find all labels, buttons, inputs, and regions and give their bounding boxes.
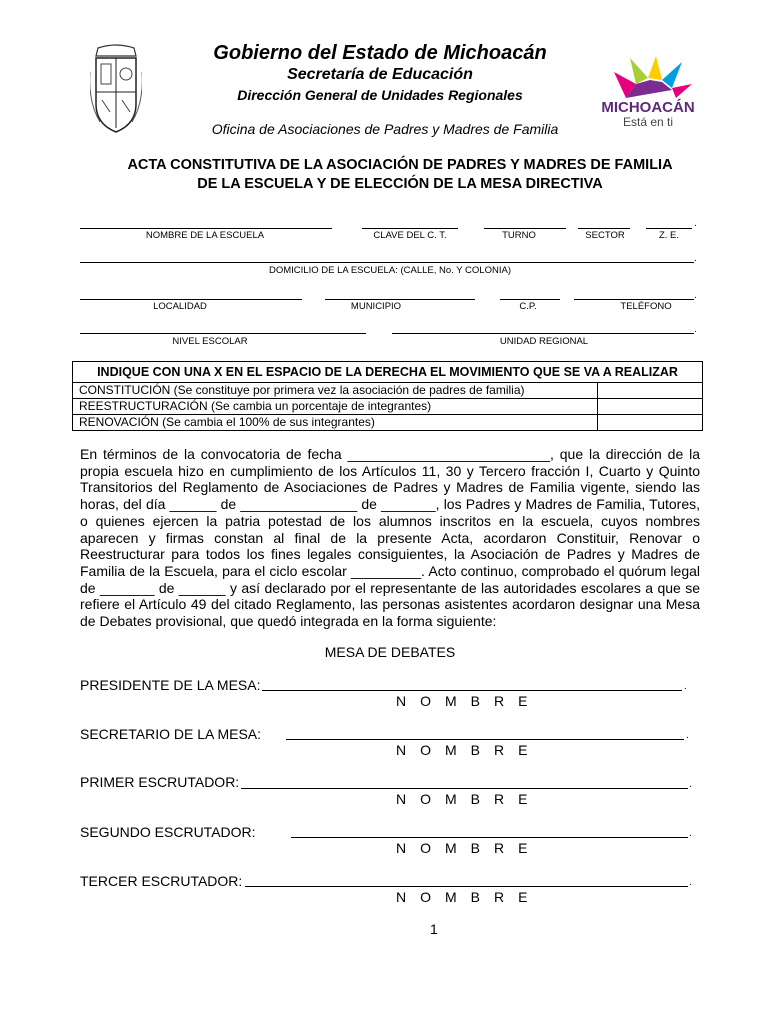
label-municipio: MUNICIPIO [350,301,402,312]
movement-option-reestructuracion: REESTRUCTURACIÓN (Se cambia un porcentaje de integrantes) [73,399,598,415]
acta-paragraph: En términos de la convocatoria de fecha __________________________, que la dirección de la propia escuela hizo en cumplimiento de los Artículos 11, 30 y Tercero fracción I, Cuarto y Quinto Transitorios del Reglamento de Asociaciones de Padres y Madres de Familia vigente, siendo las horas, del día ______ de _______________ de _______, los Padres y Madres de Familia, Tutores, o quienes ejercen la patria potestad de los alumnos inscritos en la escuela, cuyos nombres aparecen y firmas constan al final de la presente Acta, acordaron Constituir, Renovar o Reestructurar para todos los fines legales consiguientes, la Asociación de Padres y Madres de Familia de la Escuela, para el ciclo escolar _________. Acto continuo, comprobado el quórum legal de _______ de ______ y así declarado por el representante de las autoridades escolares a que se refiere el Artículo 49 del citado Reglamento, las personas asistentes acordaron designar una Mesa de Debates provisional, que quedó integrada en la forma siguiente: [80,446,700,630]
michoacan-logo-mark [606,54,694,100]
segundo-escrutador-name-line[interactable] [291,837,688,838]
role-secretario: SECRETARIO DE LA MESA: [80,726,262,742]
tercer-escrutador-name-line[interactable] [245,886,688,887]
localidad-line[interactable] [80,299,302,300]
role-primer-escrutador: PRIMER ESCRUTADOR: [80,774,240,790]
checkbox-renovacion[interactable] [598,415,703,431]
label-turno: TURNO [502,230,536,241]
oficina-title: Oficina de Asociaciones de Padres y Madres de Familia [211,121,559,137]
role-tercer-escrutador: TERCER ESCRUTADOR: [80,873,243,889]
table-row [73,415,703,431]
primer-escrutador-name-line[interactable] [241,788,688,789]
ze-line[interactable] [646,228,692,229]
label-localidad: LOCALIDAD [153,301,207,312]
presidente-name-line[interactable] [262,690,682,691]
role-segundo-escrutador: SEGUNDO ESCRUTADOR: [80,824,256,840]
nombre-label: NOMBRE [396,840,542,856]
checkbox-reestructuracion[interactable] [598,399,703,415]
coat-of-arms-seal [90,42,142,136]
label-unidad: UNIDAD REGIONAL [499,336,589,347]
secretario-name-line[interactable] [286,739,684,740]
label-clave: CLAVE DEL C. T. [373,230,447,241]
direccion-title: Dirección General de Unidades Regionales [237,87,523,103]
label-telefono: TELÉFONO [620,301,672,312]
label-nivel: NIVEL ESCOLAR [172,336,248,347]
turno-line[interactable] [484,228,566,229]
label-nombre-escuela: NOMBRE DE LA ESCUELA [145,230,265,241]
nombre-label: NOMBRE [396,889,542,905]
clave-line[interactable] [362,228,458,229]
document-title [80,156,720,194]
domicilio-line[interactable] [80,262,694,263]
title-line-2: DE LA ESCUELA Y DE ELECCIÓN DE LA MESA DIRECTIVA [197,176,603,192]
logo-tagline: Está en ti [622,115,674,129]
sector-line[interactable] [578,228,630,229]
label-ze: Z. E. [658,230,680,241]
movement-option-constitucion: CONSTITUCIÓN (Se constituye por primera vez la asociación de padres de familia) [73,383,598,399]
nivel-line[interactable] [80,333,366,334]
municipio-line[interactable] [325,299,475,300]
checkbox-constitucion[interactable] [598,383,703,399]
table-row [73,399,703,415]
movement-option-renovacion: RENOVACIÓN (Se cambia el 100% de sus integrantes) [73,415,598,431]
cp-line[interactable] [500,299,560,300]
title-line-1: ACTA CONSTITUTIVA DE LA ASOCIACIÓN DE PADRES Y MADRES DE FAMILIA [127,157,673,173]
nombre-label: NOMBRE [396,791,542,807]
telefono-line[interactable] [574,299,694,300]
secretaria-title: Secretaría de Educación [287,66,473,83]
label-cp: C.P. [519,301,537,312]
label-domicilio: DOMICILIO DE LA ESCUELA: (CALLE, No. Y COLONIA) [269,265,511,276]
unidad-line[interactable] [392,333,694,334]
nombre-label: NOMBRE [396,693,542,709]
role-presidente: PRESIDENTE DE LA MESA: [80,677,261,693]
logo-text: MICHOACÁN [601,99,695,116]
movement-table-header: INDIQUE CON UNA X EN EL ESPACIO DE LA DERECHA EL MOVIMIENTO QUE SE VA A REALIZAR [73,362,703,383]
movement-table [72,361,703,431]
nombre-label: NOMBRE [396,742,542,758]
label-sector: SECTOR [585,230,625,241]
table-row [73,383,703,399]
school-name-line[interactable] [80,228,332,229]
government-title: Gobierno del Estado de Michoacán [213,42,547,64]
mesa-debates-title: MESA DE DEBATES [324,644,456,660]
page-number: 1 [430,921,438,937]
